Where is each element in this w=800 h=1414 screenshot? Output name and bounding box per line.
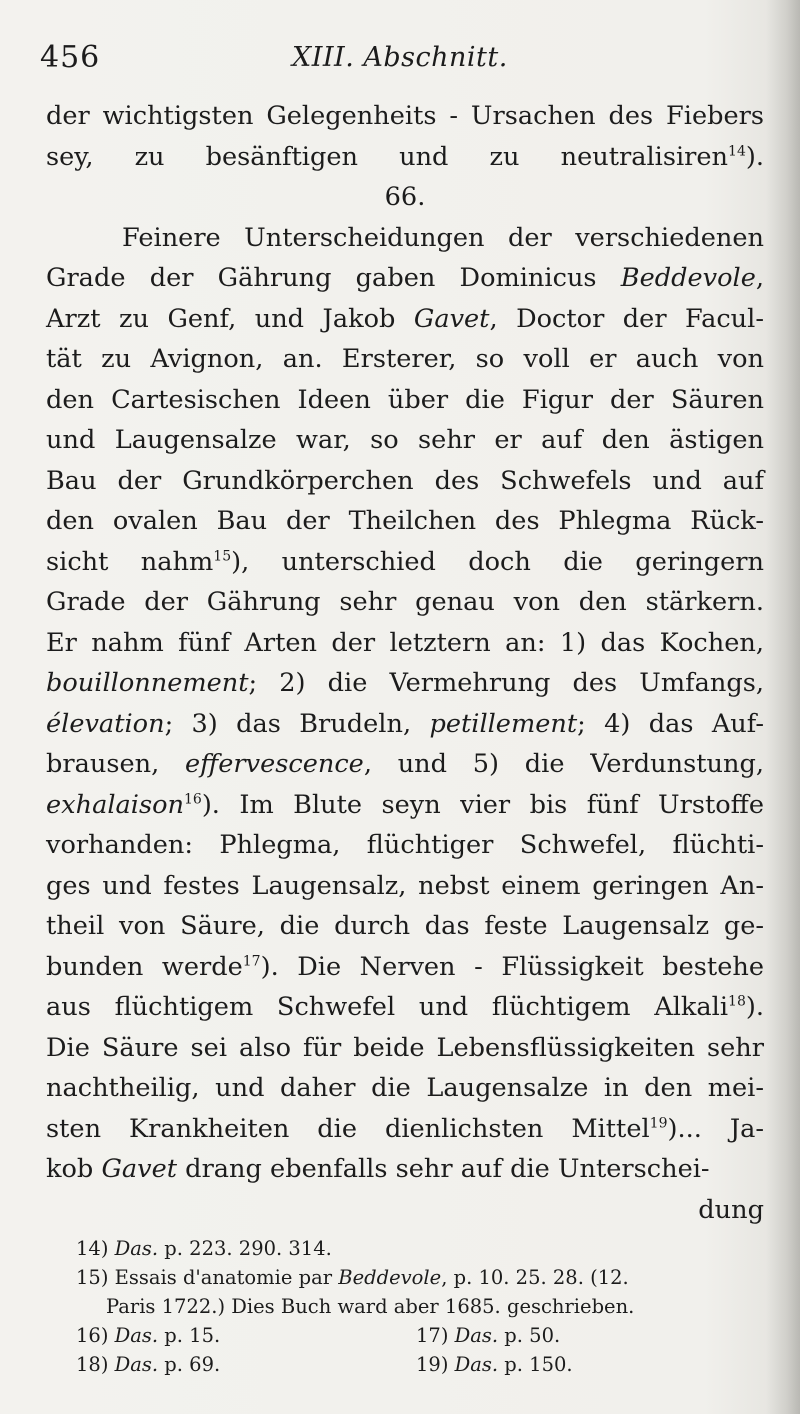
text-line xyxy=(46,299,764,340)
text-line xyxy=(46,866,764,907)
footnote-row-16-17 xyxy=(76,1321,766,1350)
line-text-tail: , Doctor der Facul- xyxy=(489,303,764,334)
line-text: bunden werde xyxy=(46,951,243,982)
line-text-tail: , und 5) die Verdunstung, xyxy=(363,749,764,779)
line-text: 66. xyxy=(384,182,426,212)
text-line xyxy=(46,825,764,866)
text-line xyxy=(46,704,764,745)
line-text: sicht nahm xyxy=(46,546,214,577)
text-line xyxy=(46,785,764,826)
page-edge-shadow xyxy=(766,0,800,1414)
line-text: Arzt zu Genf, und Jakob xyxy=(46,303,414,334)
line-text: der wichtigsten Gelegenheits - Ursachen des Fiebers xyxy=(46,101,764,131)
line-text: Die Säure sei also für beide Lebensflüssigkeiten sehr xyxy=(46,1032,764,1063)
italic-term: élevation xyxy=(46,708,165,739)
body-text xyxy=(46,96,764,1230)
line-text: brausen, xyxy=(46,749,185,779)
footnote-18: 18) Das. p. 69. xyxy=(76,1353,221,1376)
line-text: kob xyxy=(46,1154,102,1184)
line-text-tail: drang ebenfalls sehr auf die Unterschei- xyxy=(177,1154,710,1184)
text-line xyxy=(46,96,764,137)
text-line xyxy=(46,461,764,502)
line-text: vorhanden: Phlegma, flüchtiger Schwefel, flüchti- xyxy=(46,830,764,860)
text-line xyxy=(46,380,764,421)
line-text: und Laugensalze war, so sehr er auf den ästigen xyxy=(46,425,764,455)
line-text-tail: ; 3) das Brudeln, xyxy=(164,708,430,739)
running-head: XIII. Abschnitt. xyxy=(292,42,508,73)
footnote-19: 19) Das. p. 150. xyxy=(416,1353,573,1376)
line-text: aus flüchtigem Schwefel und flüchtigem Alkali xyxy=(46,992,729,1022)
text-line xyxy=(46,137,764,178)
text-line xyxy=(46,542,764,583)
line-text: tät zu Avignon, an. Ersterer, so voll er auch von xyxy=(46,344,764,374)
footnote-17: 17) Das. p. 50. xyxy=(416,1324,561,1347)
line-text: den Cartesischen Ideen über die Figur der Säuren xyxy=(46,384,764,415)
footnote-marker: 18 xyxy=(728,993,746,1010)
text-line xyxy=(46,1149,764,1190)
italic-term: bouillonnement xyxy=(46,668,249,698)
text-line xyxy=(46,1190,764,1231)
line-text: Feinere Unterscheidungen der verschiedenen xyxy=(122,222,764,253)
italic-term: Beddevole xyxy=(620,263,756,293)
line-text: dung xyxy=(698,1194,764,1225)
line-text: theil von Säure, die durch das feste Laugensalz ge- xyxy=(46,911,764,941)
line-text-tail: ; 4) das Auf- xyxy=(577,708,764,739)
footnote-marker: 15 xyxy=(213,547,232,564)
line-text: sey, zu besänftigen und zu neutralisiren xyxy=(46,141,729,172)
text-line xyxy=(46,1028,764,1069)
footnote-15: 15) Essais d'anatomie par Beddevole, p. 10. 25. 28. (12. xyxy=(76,1266,629,1289)
text-line xyxy=(46,987,764,1028)
footnote-14: 14) Das. p. 223. 290. 314. xyxy=(76,1237,332,1260)
line-text-tail: ). xyxy=(745,992,764,1022)
text-line xyxy=(46,177,764,218)
text-line xyxy=(46,744,764,785)
text-line xyxy=(46,339,764,380)
line-text-tail: ; 2) die Vermehrung des Umfangs, xyxy=(248,668,764,698)
text-line xyxy=(46,218,764,259)
text-line xyxy=(46,623,764,664)
italic-term: exhalaison xyxy=(46,789,184,820)
line-text-tail: ). xyxy=(745,141,764,172)
line-text-tail: )... Ja- xyxy=(667,1113,764,1144)
line-text: sten Krankheiten die dienlichsten Mittel xyxy=(46,1113,650,1144)
italic-term: Gavet xyxy=(101,1154,178,1184)
line-text: Er nahm fünf Arten der letztern an: 1) das Kochen, xyxy=(46,627,764,658)
line-text-tail: ), unterschied doch die geringern xyxy=(231,546,764,577)
footnote-row-18-19 xyxy=(76,1350,766,1379)
line-text: ges und festes Laugensalz, nebst einem geringen An- xyxy=(46,870,764,901)
text-line xyxy=(46,582,764,623)
text-line xyxy=(46,906,764,947)
text-line xyxy=(46,947,764,988)
line-text: Bau der Grundkörperchen des Schwefels und auf xyxy=(46,465,764,496)
footnote-16: 16) Das. p. 15. xyxy=(76,1324,221,1347)
text-line xyxy=(46,1068,764,1109)
line-text: Grade der Gährung gaben Dominicus xyxy=(46,263,621,293)
line-text-tail: , xyxy=(755,263,764,293)
italic-term: effervescence xyxy=(184,749,364,779)
footnote-marker: 19 xyxy=(649,1114,668,1131)
italic-term: petillement xyxy=(429,708,578,739)
line-text: den ovalen Bau der Theilchen des Phlegma Rück- xyxy=(46,506,764,536)
text-line xyxy=(46,258,764,299)
footnotes xyxy=(76,1234,766,1379)
text-line xyxy=(46,420,764,461)
line-text-tail: ). Die Nerven - Flüssigkeit bestehe xyxy=(260,951,764,982)
footnote-marker: 17 xyxy=(242,952,261,969)
footnote-15-continuation: Paris 1722.) Dies Buch ward aber 1685. geschrieben. xyxy=(106,1295,635,1318)
line-text: Grade der Gährung sehr genau von den stärkern. xyxy=(46,587,764,617)
footnote-marker: 14 xyxy=(728,142,746,159)
page-number: 456 xyxy=(40,40,101,75)
page-header xyxy=(40,36,760,82)
footnote-marker: 16 xyxy=(183,790,202,807)
line-text-tail: ). Im Blute seyn vier bis fünf Urstoffe xyxy=(201,789,764,820)
text-line xyxy=(46,501,764,542)
italic-term: Gavet xyxy=(413,303,490,334)
text-line xyxy=(46,1109,764,1150)
line-text: nachtheilig, und daher die Laugensalze in den mei- xyxy=(46,1073,764,1103)
text-line xyxy=(46,663,764,704)
